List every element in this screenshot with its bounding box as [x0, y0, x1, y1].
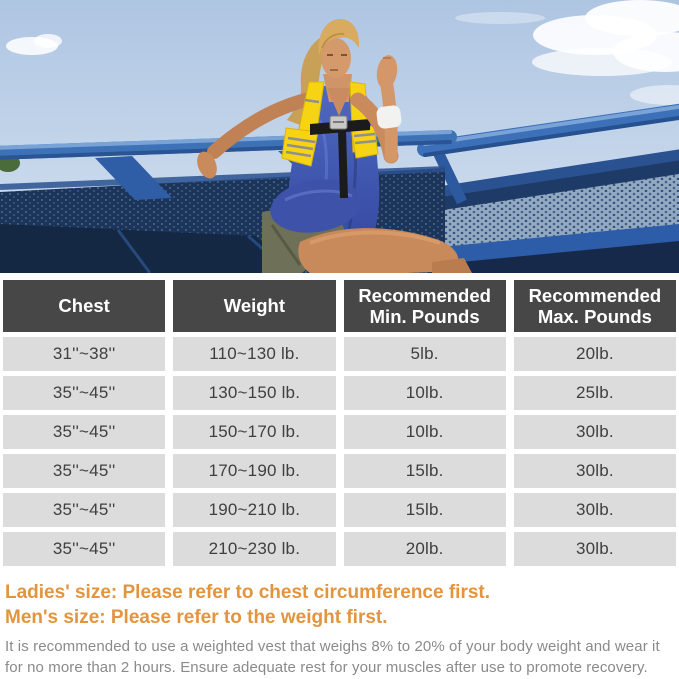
mens-size-note: Men's size: Please refer to the weight first. [5, 607, 388, 629]
runner-head [321, 38, 351, 78]
product-photo [0, 0, 679, 273]
cell-min: 20lb. [344, 532, 506, 566]
cell-weight: 130~150 lb. [173, 376, 335, 410]
wristband [376, 105, 403, 130]
size-table [0, 280, 679, 566]
cell-weight: 150~170 lb. [173, 415, 335, 449]
cell-min: 10lb. [344, 415, 506, 449]
cell-min: 15lb. [344, 454, 506, 488]
cell-weight: 110~130 lb. [173, 337, 335, 371]
cell-weight: 210~230 lb. [173, 532, 335, 566]
cell-max: 20lb. [514, 337, 676, 371]
cell-chest: 35''~45'' [3, 415, 165, 449]
cell-max: 30lb. [514, 532, 676, 566]
cell-max: 30lb. [514, 493, 676, 527]
cell-max: 30lb. [514, 415, 676, 449]
cell-chest: 35''~45'' [3, 493, 165, 527]
cell-chest: 31''~38'' [3, 337, 165, 371]
usage-recommendation-note: It is recommended to use a weighted vest that weighs 8% to 20% of your body weight and wear it for no more than 2 hours. Ensure adequate rest for your muscles after use to promote recovery. [5, 638, 660, 676]
col-header-weight: Weight [173, 280, 335, 332]
cell-weight: 190~210 lb. [173, 493, 335, 527]
cell-chest: 35''~45'' [3, 532, 165, 566]
cell-chest: 35''~45'' [3, 376, 165, 410]
col-header-max-pounds: Recommended Max. Pounds [514, 280, 676, 332]
cell-min: 10lb. [344, 376, 506, 410]
cell-chest: 35''~45'' [3, 454, 165, 488]
cell-max: 25lb. [514, 376, 676, 410]
cell-max: 30lb. [514, 454, 676, 488]
cell-min: 15lb. [344, 493, 506, 527]
ladies-size-note: Ladies' size: Please refer to chest circumference first. [5, 582, 491, 603]
bridge-scene [0, 0, 679, 273]
sizing-notes [0, 580, 679, 679]
col-header-chest: Chest [3, 280, 165, 332]
cell-weight: 170~190 lb. [173, 454, 335, 488]
cell-min: 5lb. [344, 337, 506, 371]
col-header-min-pounds: Recommended Min. Pounds [344, 280, 506, 332]
